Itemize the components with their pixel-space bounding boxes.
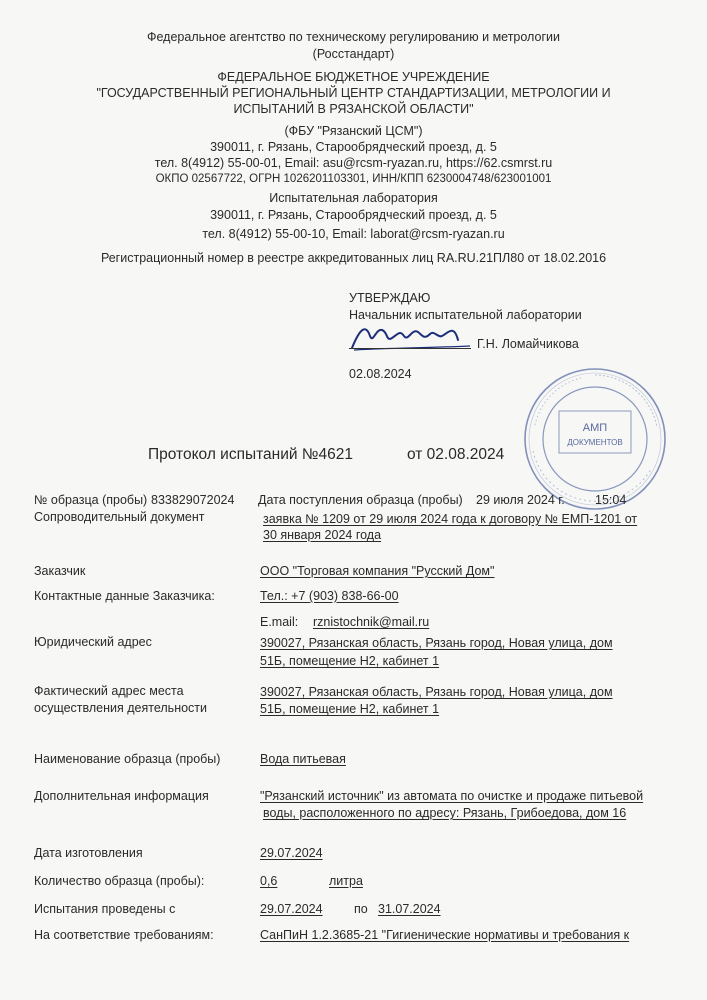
quantity-label: Количество образца (пробы): <box>34 874 205 888</box>
org-contacts: тел. 8(4912) 55-00-01, Email: asu@rcsm-ryazan.ru, https://62.csmrst.ru <box>154 156 553 170</box>
extra-info-label: Дополнительная информация <box>34 789 209 803</box>
approver-position: Начальник испытательной лаборатории <box>349 308 582 322</box>
extra-info-line-1: "Рязанский источник" из автомата по очистке и продаже питьевой <box>260 789 644 803</box>
sample-number-label: № образца (пробы) <box>34 493 148 507</box>
org-line-2: "ГОСУДАРСТВЕННЫЙ РЕГИОНАЛЬНЫЙ ЦЕНТР СТАНДАРТИЗАЦИИ, МЕТРОЛОГИИ И <box>96 86 611 100</box>
org-codes: ОКПО 02567722, ОГРН 1026201103301, ИНН/КПП 6230004748/623001001 <box>155 173 552 185</box>
protocol-title: Протокол испытаний №4621 <box>148 446 353 463</box>
actual-address-label-2: осуществления деятельности <box>34 701 208 715</box>
sample-number-value: 833829072024 <box>151 493 235 507</box>
email-label: E.mail: <box>260 615 299 629</box>
tests-to-word: по <box>354 902 368 916</box>
agency-line-1: Федеральное агентство по техническому регулированию и метрологии <box>147 30 560 44</box>
approve-heading: УТВЕРЖДАЮ <box>349 291 431 305</box>
contacts-label: Контактные данные Заказчика: <box>34 589 215 603</box>
approval-date: 02.08.2024 <box>349 367 412 381</box>
requirements-value: СанПиН 1.2.3685-21 "Гигиенические нормативы и требования к <box>260 928 630 942</box>
customer-value: ООО "Торговая компания "Русский Дом" <box>260 564 495 578</box>
agency-line-2: (Росстандарт) <box>312 47 395 61</box>
received-date: 29 июля 2024 г. <box>476 493 565 507</box>
customer-phone: Тел.: +7 (903) 838-66-00 <box>260 589 399 603</box>
org-line-1: ФЕДЕРАЛЬНОЕ БЮДЖЕТНОЕ УЧРЕЖДЕНИЕ <box>217 70 490 84</box>
protocol-date: от 02.08.2024 <box>407 446 505 463</box>
tests-from-date: 29.07.2024 <box>260 902 323 916</box>
legal-address-line-2: 51Б, помещение Н2, кабинет 1 <box>260 654 440 668</box>
stamp-text-2: ДОКУМЕНТОВ <box>567 438 623 447</box>
lab-title: Испытательная лаборатория <box>269 191 438 205</box>
actual-address-line-1: 390027, Рязанская область, Рязань город, Новая улица, дом <box>260 685 613 699</box>
legal-address-label: Юридический адрес <box>34 635 152 649</box>
round-stamp-image <box>521 365 669 513</box>
manufacture-date-label: Дата изготовления <box>34 846 143 860</box>
extra-info-line-2: воды, расположенного по адресу: Рязань, Грибоедова, дом 16 <box>263 806 627 820</box>
actual-address-line-2: 51Б, помещение Н2, кабинет 1 <box>260 702 440 716</box>
stamp-text-1: АМП <box>582 422 608 434</box>
received-time: 15:04 <box>595 493 627 507</box>
received-label: Дата поступления образца (пробы) <box>258 493 463 507</box>
registry-number: Регистрационный номер в реестре аккредитованных лиц RA.RU.21ПЛ80 от 18.02.2016 <box>100 251 607 265</box>
org-short-name: (ФБУ "Рязанский ЦСМ") <box>284 124 423 138</box>
requirements-label: На соответствие требованиям: <box>34 928 214 942</box>
quantity-value: 0,6 <box>260 874 278 888</box>
lab-address: 390011, г. Рязань, Старообрядческий проезд, д. 5 <box>210 208 497 222</box>
quantity-unit: литра <box>329 874 363 888</box>
accompanying-doc-line-2: 30 января 2024 года <box>263 528 382 542</box>
accompanying-doc-label: Сопроводительный документ <box>34 510 205 524</box>
org-line-3: ИСПЫТАНИЙ В РЯЗАНСКОЙ ОБЛАСТИ" <box>233 102 474 116</box>
manufacture-date-value: 29.07.2024 <box>260 846 323 860</box>
signature-line <box>349 348 471 349</box>
customer-label: Заказчик <box>34 564 86 578</box>
tests-to-date: 31.07.2024 <box>378 902 441 916</box>
sample-name-value: Вода питьевая <box>260 752 346 766</box>
legal-address-line-1: 390027, Рязанская область, Рязань город, Новая улица, дом <box>260 636 613 650</box>
accompanying-doc-line-1: заявка № 1209 от 29 июля 2024 года к договору № ЕМП-1201 от <box>263 512 638 526</box>
tests-period-label: Испытания проведены с <box>34 902 176 916</box>
sample-name-label: Наименование образца (пробы) <box>34 752 221 766</box>
customer-email: rznistochnik@mail.ru <box>313 615 430 629</box>
org-address: 390011, г. Рязань, Старообрядческий проезд, д. 5 <box>210 140 497 154</box>
lab-contacts: тел. 8(4912) 55-00-10, Email: laborat@rcsm-ryazan.ru <box>202 227 505 241</box>
actual-address-label-1: Фактический адрес места <box>34 684 184 698</box>
approver-name: Г.Н. Ломайчикова <box>477 337 579 351</box>
